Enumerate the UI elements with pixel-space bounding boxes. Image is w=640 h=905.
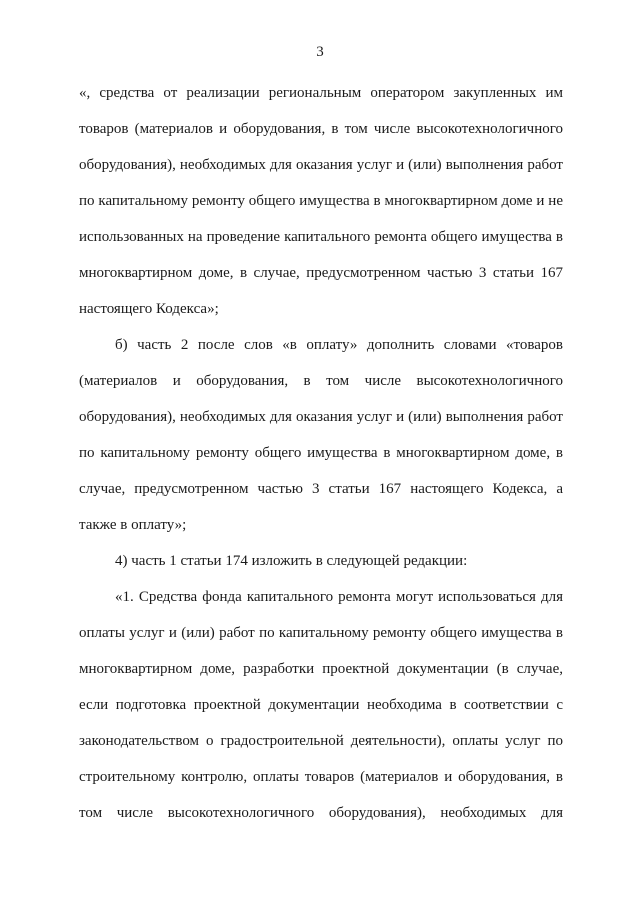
- text-line: 4) часть 1 статьи 174 изложить в следующей редакции:: [115, 553, 468, 569]
- text-line: по капитальному ремонту общего имущества в многоквартирном доме и не: [79, 193, 563, 209]
- text-line: том числе высокотехнологичного оборудования), необходимых для: [79, 805, 563, 821]
- document-body: [79, 75, 563, 831]
- text-line: б) часть 2 после слов «в оплату» дополнить словами «товаров: [115, 337, 563, 353]
- text-line: использованных на проведение капитального ремонта общего имущества в: [79, 229, 563, 245]
- text-line: (материалов и оборудования, в том числе высокотехнологичного: [79, 373, 563, 389]
- text-line: строительному контролю, оплаты товаров (материалов и оборудования, в: [79, 769, 563, 785]
- text-line: оборудования), необходимых для оказания услуг и (или) выполнения работ: [79, 409, 563, 425]
- text-line: законодательством о градостроительной деятельности), оплаты услуг по: [79, 733, 563, 749]
- text-line: если подготовка проектной документации необходима в соответствии с: [79, 697, 563, 713]
- text-line: случае, предусмотренном частью 3 статьи 167 настоящего Кодекса, а: [79, 481, 563, 497]
- page-number: 3: [316, 44, 324, 60]
- text-line: многоквартирном доме, в случае, предусмотренном частью 3 статьи 167: [79, 265, 563, 281]
- text-line: многоквартирном доме, разработки проектной документации (в случае,: [79, 661, 563, 677]
- text-line: оплаты услуг и (или) работ по капитальному ремонту общего имущества в: [79, 625, 563, 641]
- text-line: оборудования), необходимых для оказания услуг и (или) выполнения работ: [79, 157, 563, 173]
- text-line: «, средства от реализации региональным оператором закупленных им: [79, 85, 563, 101]
- text-line: товаров (материалов и оборудования, в том числе высокотехнологичного: [79, 121, 563, 137]
- text-line: по капитальному ремонту общего имущества в многоквартирном доме, в: [79, 445, 563, 461]
- text-line: настоящего Кодекса»;: [79, 301, 219, 317]
- text-line: также в оплату»;: [79, 517, 187, 533]
- text-line: «1. Средства фонда капитального ремонта могут использоваться для: [115, 589, 563, 605]
